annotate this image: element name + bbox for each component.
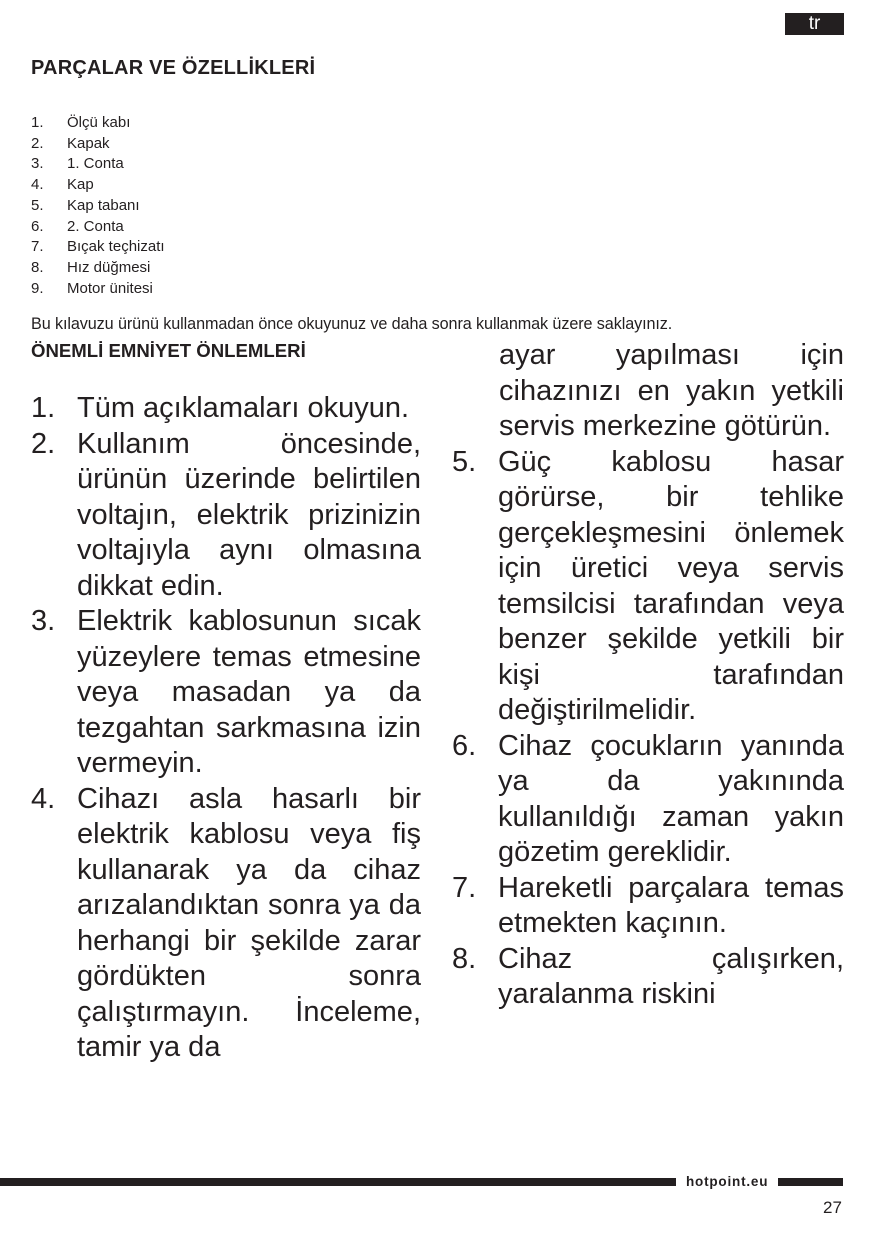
safety-item-continuation: ayar yapılması için cihazınızı en yakın yetkili servis merkezine götürün. bbox=[499, 339, 844, 442]
safety-title: ÖNEMLİ EMNİYET ÖNLEMLERİ bbox=[31, 340, 306, 361]
parts-list bbox=[31, 113, 165, 299]
list-item: 8. Hız düğmesi bbox=[31, 258, 151, 276]
safety-column-right bbox=[452, 338, 844, 1013]
footer-bar bbox=[0, 1174, 843, 1189]
list-item: 5. Kap tabanı bbox=[31, 196, 140, 214]
footer-brand: hotpoint.eu bbox=[686, 1174, 769, 1189]
list-item: 6. 2. Conta bbox=[31, 217, 124, 235]
list-item: 3. 1. Conta bbox=[31, 155, 124, 173]
list-item: 7. Bıçak teçhizatı bbox=[31, 238, 165, 256]
safety-item: 6. Cihaz çocukların yanında ya da yakınında kullanıldığı zaman yakın gözetim gereklidir. bbox=[452, 729, 844, 868]
safety-item: 1. Tüm açıklamaları okuyun. bbox=[31, 392, 410, 424]
section-title: PARÇALAR VE ÖZELLİKLERİ bbox=[31, 57, 316, 79]
language-tab: tr bbox=[785, 13, 844, 35]
safety-item: 5. Güç kablosu hasar görürse, bir tehlike gerçekleşmesini önlemek için üretici veya servis temsilcisi tarafından veya benzer şekilde yetkili bir kişi tarafından değiştirilmelidir. bbox=[452, 445, 844, 726]
footer-rule-right bbox=[778, 1178, 843, 1186]
safety-item: 8. Cihaz çalışırken, yaralanma riskini bbox=[452, 942, 844, 1010]
list-item: 4. Kap bbox=[31, 176, 94, 194]
safety-column-left bbox=[31, 391, 421, 1066]
list-item: 2. Kapak bbox=[31, 134, 110, 152]
safety-item: 7. Hareketli parçalara temas etmekten kaçının. bbox=[452, 871, 844, 939]
page-number: 27 bbox=[823, 1198, 842, 1217]
safety-item: 3. Elektrik kablosunun sıcak yüzeylere temas etmesine veya masadan ya da tezgahtan sarkmasına izin vermeyin. bbox=[31, 605, 421, 779]
safety-item: 2. Kullanım öncesinde, ürünün üzerinde belirtilen voltajın, elektrik prizinizin voltajıyla aynı olmasına dikkat edin. bbox=[31, 427, 421, 602]
safety-item: 4. Cihazı asla hasarlı bir elektrik kablosu veya fiş kullanarak ya da cihaz arızalandıktan sonra ya da herhangi bir şekilde zarar gördükten sonra çalıştırmayın. İnceleme, tamir ya da bbox=[31, 782, 421, 1063]
intro-text: Bu kılavuzu ürünü kullanmadan önce okuyunuz ve daha sonra kullanmak üzere saklayınız. bbox=[31, 315, 673, 333]
footer-rule-left bbox=[0, 1178, 676, 1186]
list-item: 1. Ölçü kabı bbox=[31, 114, 131, 131]
list-item: 9. Motor ünitesi bbox=[31, 279, 153, 297]
